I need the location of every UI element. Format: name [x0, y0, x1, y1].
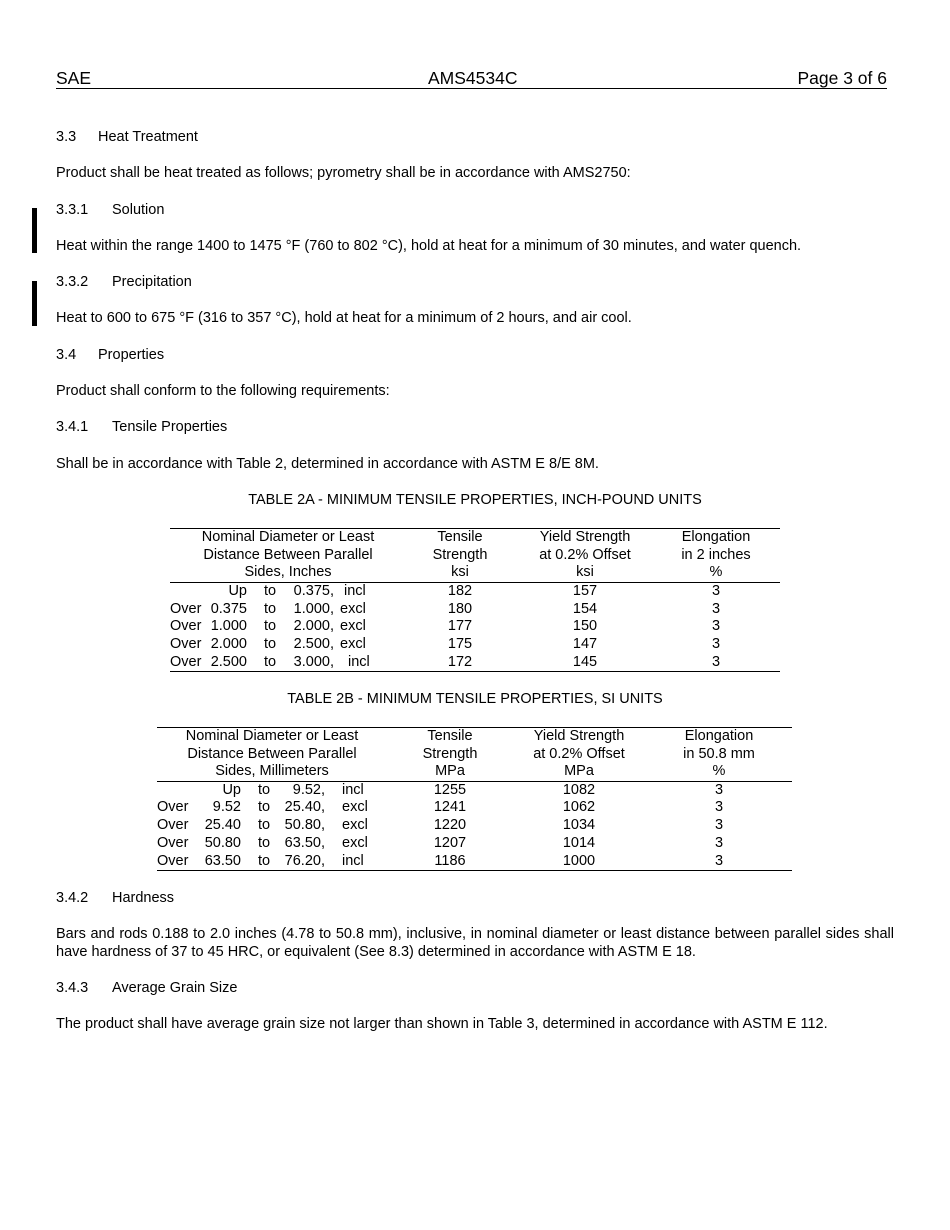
section-title: Hardness	[112, 890, 175, 906]
cell-qualifier: incl	[342, 853, 364, 869]
cell-tensile: 175	[447, 636, 473, 652]
header-line: in 50.8 mm	[683, 745, 755, 762]
header-line: Strength	[422, 745, 478, 762]
section-number: 3.4	[56, 347, 77, 363]
cell-elongation: 3	[714, 799, 724, 815]
cell-tensile: 180	[447, 601, 473, 617]
cell-over: Over	[170, 654, 202, 670]
section-text-3-3: Product shall be heat treated as follows; pyrometry shall be in accordance with AMS2750:	[56, 165, 631, 181]
cell-to: to	[258, 782, 271, 798]
cell-yield: 1000	[562, 853, 596, 869]
table-2b-col-tensile-header	[400, 728, 500, 781]
cell-yield: 147	[572, 636, 598, 652]
cell-to: to	[258, 817, 271, 833]
cell-lower-bound: 2.000	[210, 636, 247, 652]
header-line: Elongation	[681, 529, 751, 545]
cell-qualifier: incl	[344, 583, 366, 599]
cell-tensile: 177	[447, 618, 473, 634]
section-text-3-3-1: Heat within the range 1400 to 1475 °F (760 to 802 °C), hold at heat for a minimum of 30 minutes, and water quench.	[56, 238, 802, 254]
header-line: MPa	[435, 763, 465, 779]
cell-yield: 145	[572, 654, 598, 670]
cell-to: to	[258, 853, 271, 869]
cell-to: to	[264, 654, 277, 670]
section-title: Properties	[98, 347, 165, 363]
cell-over: Over	[157, 799, 189, 815]
cell-yield: 150	[572, 618, 598, 634]
cell-yield: 1062	[562, 799, 596, 815]
cell-elongation: 3	[711, 583, 721, 599]
cell-upper-bound: 25.40,	[284, 799, 325, 815]
section-text-3-4-3: The product shall have average grain size not larger than shown in Table 3, determined in accordance with ASTM E 112.	[56, 1016, 828, 1032]
cell-qualifier: excl	[340, 618, 366, 634]
header-line: Sides, Inches	[244, 564, 332, 580]
cell-elongation: 3	[711, 601, 721, 617]
cell-upper-bound: 63.50,	[284, 835, 325, 851]
cell-lower-bound: 63.50	[204, 853, 241, 869]
header-line: in 2 inches	[681, 546, 751, 563]
cell-tensile: 1207	[433, 835, 467, 851]
cell-over: Over	[170, 636, 202, 652]
header-line: MPa	[564, 763, 594, 779]
header-line: at 0.2% Offset	[539, 546, 631, 563]
cell-lower-bound: 25.40	[204, 817, 241, 833]
cell-qualifier: excl	[342, 835, 368, 851]
cell-upper-bound: 9.52,	[292, 782, 325, 798]
header-page-number: Page 3 of 6	[797, 68, 887, 88]
section-title: Solution	[112, 202, 165, 218]
page-header	[56, 68, 887, 89]
cell-lower-bound: Up	[222, 782, 241, 798]
section-heading-3-4	[56, 347, 164, 363]
header-line: Strength	[432, 546, 488, 563]
revision-change-bar	[32, 281, 37, 326]
cell-yield: 1082	[562, 782, 596, 798]
cell-upper-bound: 50.80,	[284, 817, 325, 833]
section-number: 3.4.1	[56, 419, 89, 435]
section-text-3-4: Product shall conform to the following requirements:	[56, 383, 390, 399]
cell-yield: 1034	[562, 817, 596, 833]
table-2a-caption: TABLE 2A - MINIMUM TENSILE PROPERTIES, INCH-POUND UNITS	[248, 492, 702, 508]
section-title: Precipitation	[112, 274, 192, 290]
table-2b-col-yield-header	[509, 728, 649, 781]
header-line: %	[712, 763, 726, 779]
header-line: ksi	[576, 564, 594, 580]
section-text-3-4-1: Shall be in accordance with Table 2, determined in accordance with ASTM E 8/E 8M.	[56, 456, 599, 472]
section-heading-3-3-2	[56, 274, 192, 290]
cell-over: Over	[157, 817, 189, 833]
section-number: 3.4.2	[56, 890, 89, 906]
section-heading-3-4-3	[56, 980, 237, 996]
cell-lower-bound: Up	[228, 583, 247, 599]
cell-to: to	[264, 601, 277, 617]
cell-yield: 154	[572, 601, 598, 617]
header-doc-number: AMS4534C	[428, 68, 518, 88]
cell-lower-bound: 1.000	[210, 618, 247, 634]
header-line: %	[709, 564, 723, 580]
table-2a-col-elongation-header	[666, 529, 766, 582]
cell-lower-bound: 50.80	[204, 835, 241, 851]
cell-to: to	[258, 835, 271, 851]
section-number: 3.3	[56, 129, 77, 145]
cell-yield: 1014	[562, 835, 596, 851]
section-title: Heat Treatment	[98, 129, 198, 145]
table-2a-col-size-header	[170, 529, 406, 582]
cell-elongation: 3	[711, 618, 721, 634]
revision-change-bar	[32, 208, 37, 253]
section-title: Average Grain Size	[112, 980, 238, 996]
cell-tensile: 182	[447, 583, 473, 599]
cell-over: Over	[157, 835, 189, 851]
cell-upper-bound: 76.20,	[284, 853, 325, 869]
section-text-3-4-2: Bars and rods 0.188 to 2.0 inches (4.78 to 50.8 mm), inclusive, in nominal diameter or least distance between parallel sides shall have hardness of 37 to 45 HRC, or equivalent (See 8.3) determined in accordance with ASTM E 18.	[56, 926, 894, 960]
table-2a-col-yield-header	[515, 529, 655, 582]
table-2b-caption: TABLE 2B - MINIMUM TENSILE PROPERTIES, SI UNITS	[287, 691, 663, 707]
cell-to: to	[258, 799, 271, 815]
cell-upper-bound: 1.000,	[293, 601, 334, 617]
table-2b-col-size-header	[157, 728, 387, 781]
section-number: 3.3.1	[56, 202, 89, 218]
cell-to: to	[264, 583, 277, 599]
cell-qualifier: excl	[340, 636, 366, 652]
cell-over: Over	[170, 618, 202, 634]
cell-qualifier: excl	[340, 601, 366, 617]
cell-elongation: 3	[714, 782, 724, 798]
header-org: SAE	[56, 68, 92, 88]
cell-yield: 157	[572, 583, 598, 599]
cell-elongation: 3	[714, 835, 724, 851]
cell-elongation: 3	[714, 853, 724, 869]
header-line: Tensile	[437, 529, 483, 545]
cell-elongation: 3	[711, 636, 721, 652]
cell-qualifier: incl	[348, 654, 370, 670]
section-text-3-3-2: Heat to 600 to 675 °F (316 to 357 °C), hold at heat for a minimum of 2 hours, and air cool.	[56, 310, 632, 326]
section-heading-3-3	[56, 129, 198, 145]
header-line: Nominal Diameter or Least	[201, 529, 375, 545]
header-line: Nominal Diameter or Least	[185, 728, 359, 744]
cell-lower-bound: 9.52	[212, 799, 241, 815]
header-line: Tensile	[427, 728, 473, 744]
header-line: at 0.2% Offset	[533, 745, 625, 762]
header-line: ksi	[451, 564, 469, 580]
cell-qualifier: excl	[342, 817, 368, 833]
header-line: Sides, Millimeters	[215, 763, 329, 779]
section-heading-3-4-1	[56, 419, 227, 435]
cell-elongation: 3	[714, 817, 724, 833]
header-line: Yield Strength	[533, 728, 625, 744]
section-heading-3-3-1	[56, 202, 164, 218]
cell-to: to	[264, 618, 277, 634]
cell-qualifier: excl	[342, 799, 368, 815]
section-number: 3.4.3	[56, 980, 89, 996]
cell-qualifier: incl	[342, 782, 364, 798]
header-line: Yield Strength	[539, 529, 631, 545]
header-line: Distance Between Parallel	[187, 745, 357, 762]
cell-tensile: 1255	[433, 782, 467, 798]
cell-upper-bound: 2.000,	[293, 618, 334, 634]
table-2a-col-tensile-header	[410, 529, 510, 582]
table-2b-col-elongation-header	[664, 728, 774, 781]
cell-tensile: 1186	[434, 853, 466, 869]
cell-upper-bound: 2.500,	[293, 636, 334, 652]
cell-upper-bound: 3.000,	[293, 654, 334, 670]
section-title: Tensile Properties	[112, 419, 228, 435]
section-number: 3.3.2	[56, 274, 89, 290]
cell-tensile: 1241	[433, 799, 467, 815]
header-line: Elongation	[684, 728, 754, 744]
cell-over: Over	[157, 853, 189, 869]
cell-over: Over	[170, 601, 202, 617]
cell-tensile: 1220	[433, 817, 467, 833]
header-line: Distance Between Parallel	[203, 546, 373, 563]
cell-tensile: 172	[447, 654, 473, 670]
cell-upper-bound: 0.375,	[293, 583, 334, 599]
cell-lower-bound: 0.375	[210, 601, 247, 617]
section-heading-3-4-2	[56, 890, 174, 906]
cell-elongation: 3	[711, 654, 721, 670]
cell-to: to	[264, 636, 277, 652]
cell-lower-bound: 2.500	[210, 654, 247, 670]
